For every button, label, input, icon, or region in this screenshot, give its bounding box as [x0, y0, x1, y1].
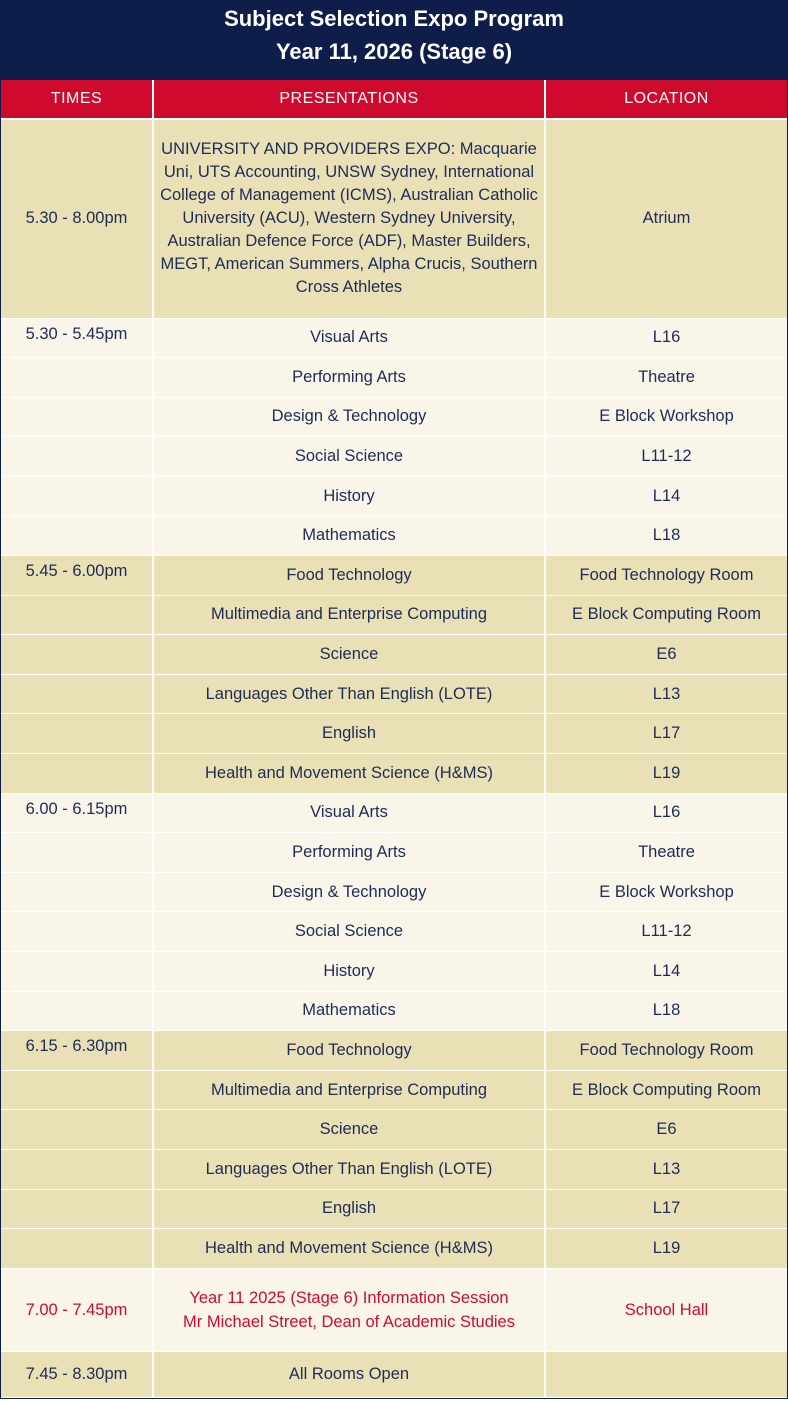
table-row — [1, 991, 787, 1031]
presentation-cell: Mathematics — [153, 516, 545, 556]
table-row — [1, 833, 787, 873]
time-cell — [1, 595, 153, 635]
time-cell — [1, 991, 153, 1031]
presentation-cell: Languages Other Than English (LOTE) — [153, 1149, 545, 1189]
time-cell — [1, 476, 153, 516]
table-row — [1, 1189, 787, 1229]
table-row — [1, 397, 787, 437]
location-cell: Food Technology Room — [545, 556, 787, 596]
location-cell: L19 — [545, 1229, 787, 1269]
column-header-presentations: PRESENTATIONS — [153, 80, 545, 119]
location-cell: L11-12 — [545, 912, 787, 952]
time-cell — [1, 358, 153, 398]
location-cell: E Block Computing Room — [545, 1070, 787, 1110]
presentation-cell: Health and Movement Science (H&MS) — [153, 1229, 545, 1269]
presentation-cell: Performing Arts — [153, 833, 545, 873]
time-cell — [1, 912, 153, 952]
time-cell: 5.30 - 5.45pm — [1, 318, 153, 358]
presentation-cell: Health and Movement Science (H&MS) — [153, 754, 545, 794]
time-cell: 6.15 - 6.30pm — [1, 1031, 153, 1071]
time-cell — [1, 397, 153, 437]
table-row — [1, 437, 787, 477]
presentation-cell: History — [153, 952, 545, 992]
table-row — [1, 1070, 787, 1110]
table-row — [1, 1149, 787, 1189]
time-cell: 7.00 - 7.45pm — [1, 1268, 153, 1351]
presentation-cell: Food Technology — [153, 1031, 545, 1071]
page-title: Subject Selection Expo Program — [224, 6, 564, 31]
location-cell: Food Technology Room — [545, 1031, 787, 1071]
presentation-cell: Visual Arts — [153, 793, 545, 833]
table-row — [1, 1110, 787, 1150]
location-cell: L17 — [545, 714, 787, 754]
table-row — [1, 912, 787, 952]
time-cell — [1, 714, 153, 754]
time-cell — [1, 872, 153, 912]
presentation-cell: UNIVERSITY AND PROVIDERS EXPO: Macquarie Uni, UTS Accounting, UNSW Sydney, International College of Management (ICMS), Australian Catholic University (ACU), Western Sydney University, Australian Defence Force (ADF), Master Builders, MEGT, American Summers, Alpha Crucis, Southern Cross Athletes — [153, 119, 545, 318]
time-cell — [1, 674, 153, 714]
table-row — [1, 595, 787, 635]
table-row — [1, 714, 787, 754]
presentation-cell: Social Science — [153, 912, 545, 952]
presentation-cell: Design & Technology — [153, 397, 545, 437]
presentation-cell: Multimedia and Enterprise Computing — [153, 595, 545, 635]
time-cell: 6.00 - 6.15pm — [1, 793, 153, 833]
table-row — [1, 793, 787, 833]
location-cell: School Hall — [545, 1268, 787, 1351]
presentation-cell: Visual Arts — [153, 318, 545, 358]
time-cell — [1, 833, 153, 873]
location-cell: Theatre — [545, 833, 787, 873]
time-cell — [1, 1149, 153, 1189]
table-row — [1, 476, 787, 516]
location-cell: L14 — [545, 476, 787, 516]
schedule-table — [1, 80, 787, 1398]
presentation-cell: Science — [153, 1110, 545, 1150]
table-header-row — [1, 80, 787, 119]
location-cell: L14 — [545, 952, 787, 992]
table-row — [1, 1229, 787, 1269]
time-cell — [1, 516, 153, 556]
presentation-cell: All Rooms Open — [153, 1351, 545, 1397]
location-cell: L18 — [545, 516, 787, 556]
location-cell — [545, 1351, 787, 1397]
table-row — [1, 1031, 787, 1071]
table-row-expo — [1, 119, 787, 318]
presentation-cell: Multimedia and Enterprise Computing — [153, 1070, 545, 1110]
time-cell — [1, 952, 153, 992]
presentation-cell: Food Technology — [153, 556, 545, 596]
presentation-cell: Mathematics — [153, 991, 545, 1031]
time-cell — [1, 635, 153, 675]
table-row-all-rooms — [1, 1351, 787, 1397]
presentation-cell: Science — [153, 635, 545, 675]
location-cell: E6 — [545, 635, 787, 675]
location-cell: L18 — [545, 991, 787, 1031]
location-cell: L17 — [545, 1189, 787, 1229]
presentation-cell: History — [153, 476, 545, 516]
table-row — [1, 635, 787, 675]
location-cell: E Block Workshop — [545, 872, 787, 912]
presentation-cell: Languages Other Than English (LOTE) — [153, 674, 545, 714]
location-cell: E6 — [545, 1110, 787, 1150]
table-row-info-session — [1, 1268, 787, 1351]
time-cell — [1, 1070, 153, 1110]
time-cell: 5.45 - 6.00pm — [1, 556, 153, 596]
info-session-title: Year 11 2025 (Stage 6) Information Session — [189, 1288, 509, 1307]
presentation-cell: Social Science — [153, 437, 545, 477]
program-header — [1, 1, 787, 80]
presentation-cell: Performing Arts — [153, 358, 545, 398]
location-cell: L11-12 — [545, 437, 787, 477]
presentation-cell: English — [153, 714, 545, 754]
table-row — [1, 674, 787, 714]
location-cell: L19 — [545, 754, 787, 794]
time-cell: 5.30 - 8.00pm — [1, 119, 153, 318]
time-cell — [1, 1189, 153, 1229]
location-cell: Theatre — [545, 358, 787, 398]
time-cell: 7.45 - 8.30pm — [1, 1351, 153, 1397]
presentation-cell: Design & Technology — [153, 872, 545, 912]
location-cell: L13 — [545, 1149, 787, 1189]
column-header-location: LOCATION — [545, 80, 787, 119]
location-cell: L16 — [545, 318, 787, 358]
table-row — [1, 952, 787, 992]
presentation-cell — [153, 1268, 545, 1351]
table-row — [1, 516, 787, 556]
time-cell — [1, 437, 153, 477]
page-subtitle: Year 11, 2026 (Stage 6) — [275, 39, 513, 64]
location-cell: L13 — [545, 674, 787, 714]
location-cell: Atrium — [545, 119, 787, 318]
location-cell: E Block Computing Room — [545, 595, 787, 635]
table-row — [1, 754, 787, 794]
column-header-times: TIMES — [1, 80, 153, 119]
table-row — [1, 872, 787, 912]
table-row — [1, 556, 787, 596]
time-cell — [1, 754, 153, 794]
location-cell: L16 — [545, 793, 787, 833]
time-cell — [1, 1229, 153, 1269]
table-row — [1, 358, 787, 398]
presentation-cell: English — [153, 1189, 545, 1229]
location-cell: E Block Workshop — [545, 397, 787, 437]
table-row — [1, 318, 787, 358]
time-cell — [1, 1110, 153, 1150]
info-session-presenter: Mr Michael Street, Dean of Academic Studies — [183, 1312, 515, 1331]
